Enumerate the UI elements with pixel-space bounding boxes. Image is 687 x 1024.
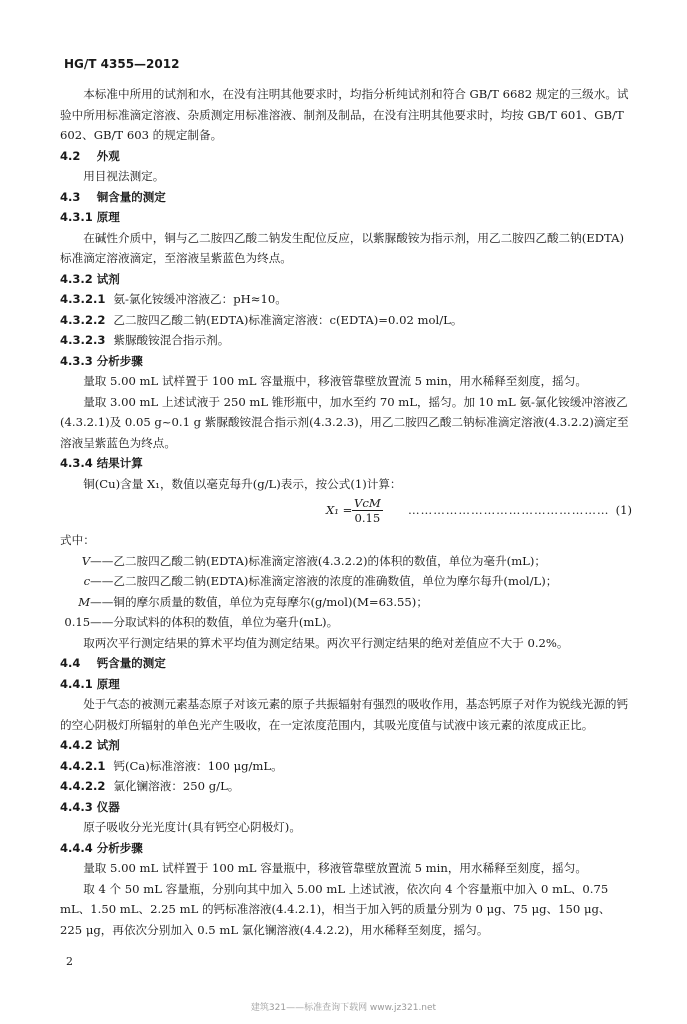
- reagent-item: [60, 756, 632, 777]
- section-title: 原理: [96, 676, 120, 691]
- formula-leader-dots: …………………………………………: [408, 503, 610, 517]
- section-4-4-2-heading: [60, 735, 632, 756]
- item-number: 4.3.2.1: [60, 292, 106, 306]
- section-title: 试剂: [96, 271, 120, 286]
- variable-symbol: M: [78, 594, 91, 609]
- standard-code-header: HG/T 4355—2012: [64, 57, 180, 71]
- section-title: 分析步骤: [96, 353, 143, 368]
- variable-symbol: c: [83, 574, 91, 588]
- section-title: 试剂: [96, 738, 120, 752]
- variable-text: ——乙二胺四乙酸二钠(EDTA)标准滴定溶液的浓度的准确数值，单位为摩尔每升(mol/L)；: [90, 574, 558, 588]
- procedure-paragraph: 量取 3.00 mL 上述试液于 250 mL 锥形瓶中，加水至约 70 mL，摇匀。加 10 mL 氨-氯化铵缓冲溶液乙(4.3.2.1)及 0.05 g~0.1 g 紫脲酸铵混合指示剂(4.3.2.3)，用乙二胺四乙酸二钠标准滴定溶液(4.3.2.2)滴定至溶液呈紫蓝色为终点。: [60, 394, 629, 450]
- result-statement: 取两次平行测定结果的算术平均值为测定结果。两次平行测定结果的绝对差值应不大于 0.2%。: [83, 635, 569, 650]
- section-number: 4.4.1: [60, 676, 93, 691]
- section-number: 4.3.3: [60, 353, 93, 368]
- calculation-lead: 铜(Cu)含量 X₁，数值以毫克每升(g/L)表示，按公式(1)计算：: [83, 476, 402, 491]
- section-number: 4.3.1: [60, 210, 93, 224]
- section-title: 铜含量的测定: [96, 189, 166, 204]
- item-number: 4.4.2.2: [60, 779, 106, 793]
- reagent-item: [60, 310, 632, 331]
- intro-paragraph: 本标准中所用的试剂和水，在没有注明其他要求时，均指分析纯试剂和符合 GB/T 6682 规定的三级水。试验中所用标准滴定溶液、杂质测定用标准溶液、制剂及制品，在没有注明其他要求时，均按 GB/T 601、GB/T 602、GB/T 603 的规定制备。: [60, 87, 629, 142]
- section-4-3-3-heading: [60, 351, 632, 372]
- reagent-item: [60, 776, 632, 797]
- section-4-4-1-heading: [60, 674, 632, 695]
- section-4-3-4-heading: [60, 453, 632, 474]
- item-text: 氨-氯化铵缓冲溶液乙：pH≈10。: [113, 292, 287, 306]
- procedure-paragraph: 量取 5.00 mL 试样置于 100 mL 容量瓶中，移液管靠壁放置流 5 min，用水稀释至刻度，摇匀。: [83, 374, 587, 388]
- principle-paragraph: 处于气态的被测元素基态原子对该元素的原子共振辐射有强烈的吸收作用，基态钙原子对作为锐线光源的钙的空心阴极灯所辐射的单色光产生吸收，在一定浓度范围内，其吸光度值与试液中该元素的浓度成正比。: [60, 697, 629, 732]
- procedure-paragraph: 取 4 个 50 mL 容量瓶，分别向其中加入 5.00 mL 上述试液，依次向 4 个容量瓶中加入 0 mL、0.75 mL、1.50 mL、2.25 mL 的钙标准溶液(4.4.2.1)，相当于加入钙的质量分别为 0 μg、75 μg、150 μg、225 μg，再依次分别加入 0.5 mL 氯化镧溶液(4.4.2.2)，用水稀释至刻度，摇匀。: [60, 881, 611, 937]
- principle-paragraph: 在碱性介质中，铜与乙二胺四乙酸二钠发生配位反应，以紫脲酸铵为指示剂，用乙二胺四乙酸二钠(EDTA)标准滴定溶液滴定，至溶液呈紫蓝色为终点。: [60, 230, 624, 265]
- section-4-3-1-heading: [60, 207, 632, 228]
- variable-symbol: V: [81, 553, 91, 568]
- section-4-3-heading: [60, 187, 632, 208]
- variable-text: ——分取试料的体积的数值，单位为毫升(mL)。: [90, 615, 339, 629]
- item-text: 乙二胺四乙酸二钠(EDTA)标准滴定溶液：c(EDTA)=0.02 mol/L。: [113, 312, 463, 327]
- section-title: 分析步骤: [96, 840, 143, 855]
- section-number: 4.3.2: [60, 271, 93, 286]
- instrument-text: 原子吸收分光光度计(具有钙空心阴极灯)。: [83, 820, 301, 834]
- section-number: 4.4: [60, 656, 81, 670]
- item-text: 钙(Ca)标准溶液：100 μg/mL。: [113, 758, 283, 773]
- formula-fraction: [352, 496, 383, 525]
- variable-definition: [60, 592, 632, 613]
- section-4-2-text: 用目视法测定。: [83, 169, 165, 183]
- section-number: 4.4.2: [60, 738, 93, 752]
- where-label: 式中：: [60, 533, 95, 547]
- variable-text: ——铜的摩尔质量的数值，单位为克每摩尔(g/mol)(M=63.55)；: [90, 594, 428, 609]
- section-title: 钙含量的测定: [96, 656, 166, 670]
- section-number: 4.2: [60, 148, 81, 163]
- item-text: 氯化镧溶液：250 g/L。: [113, 779, 240, 793]
- formula-lhs: X₁ =: [326, 503, 353, 517]
- document-body: [60, 84, 632, 940]
- section-title: 仪器: [96, 799, 120, 814]
- section-title: 原理: [96, 210, 120, 224]
- reagent-item: [60, 330, 632, 351]
- variable-symbol: 0.15: [64, 615, 91, 629]
- variable-definition: [60, 612, 632, 633]
- item-number: 4.3.2.2: [60, 312, 106, 327]
- procedure-paragraph: 量取 5.00 mL 试样置于 100 mL 容量瓶中，移液管靠壁放置流 5 min，用水稀释至刻度，摇匀。: [83, 861, 587, 875]
- section-number: 4.3: [60, 189, 81, 204]
- section-4-4-3-heading: [60, 797, 632, 818]
- section-title: 外观: [96, 148, 120, 163]
- page-number: 2: [66, 955, 73, 968]
- section-number: 4.4.4: [60, 840, 93, 855]
- section-4-2-heading: [60, 146, 632, 167]
- item-number: 4.3.2.3: [60, 333, 106, 347]
- formula-numerator: VcM: [354, 496, 381, 510]
- section-4-4-heading: [60, 653, 632, 674]
- section-4-4-4-heading: [60, 838, 632, 859]
- watermark-footer: 建筑321——标准查询下载网 www.jz321.net: [250, 1003, 437, 1013]
- variable-definition: [60, 571, 632, 592]
- item-number: 4.4.2.1: [60, 758, 106, 773]
- variable-definition: [60, 551, 632, 572]
- formula-denominator: 0.15: [354, 511, 381, 525]
- variable-text: ——乙二胺四乙酸二钠(EDTA)标准滴定溶液(4.3.2.2)的体积的数值，单位为毫升(mL)；: [90, 553, 546, 568]
- section-title: 结果计算: [96, 456, 143, 470]
- section-4-3-2-heading: [60, 269, 632, 290]
- formula-1: [60, 496, 632, 526]
- equation-number: (1): [615, 503, 632, 517]
- reagent-item: [60, 289, 632, 310]
- section-number: 4.4.3: [60, 799, 93, 814]
- section-number: 4.3.4: [60, 456, 93, 470]
- item-text: 紫脲酸铵混合指示剂。: [113, 333, 230, 347]
